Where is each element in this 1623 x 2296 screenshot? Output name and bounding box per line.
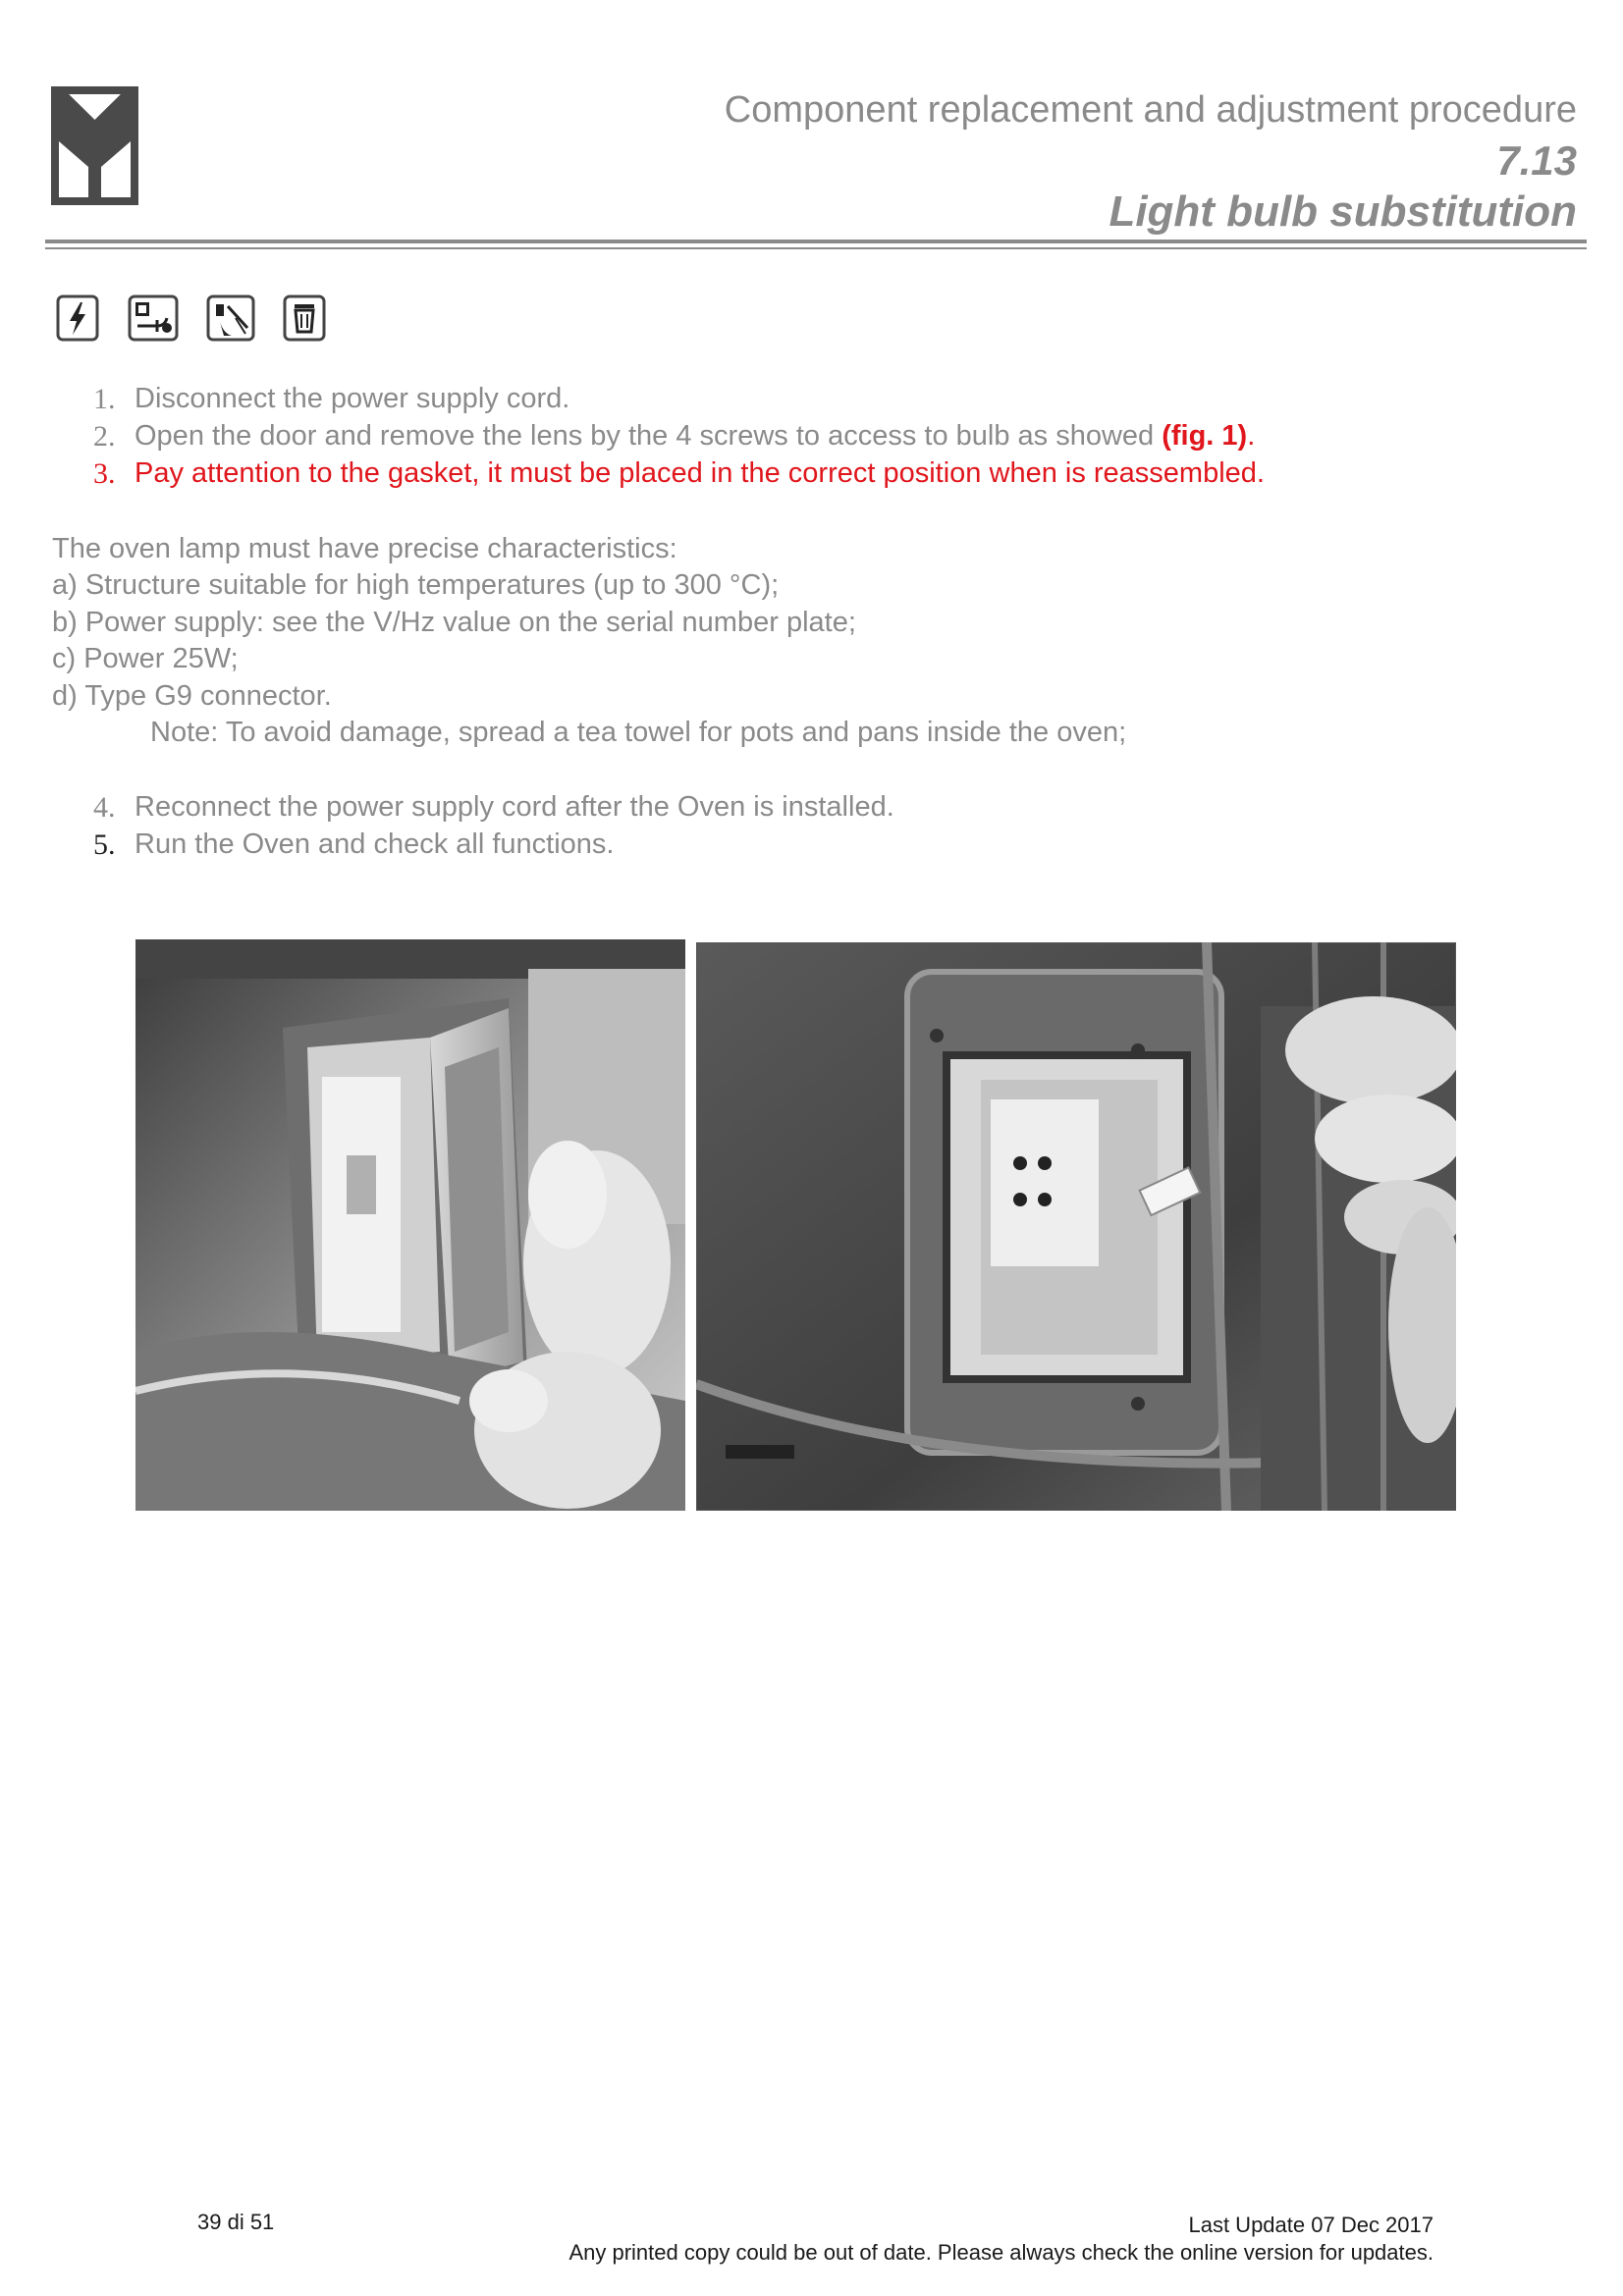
photo-lens-removal [135, 939, 685, 1511]
unplug-power-icon [128, 294, 179, 342]
step-text: Pay attention to the gasket, it must be placed in the correct position when is reassembled. [135, 457, 1265, 489]
step-text: Open the door and remove the lens by the 4 screws to access to bulb as showed [135, 420, 1163, 452]
gloves-tools-icon [206, 294, 255, 342]
section-number: 7.13 [1496, 137, 1577, 184]
electric-hazard-icon [56, 294, 99, 342]
photo-bulb-removal [696, 942, 1456, 1511]
page-number: 39 di 51 [197, 2210, 275, 2234]
step-text: Disconnect the power supply cord. [135, 383, 570, 414]
characteristic-d: d) Type G9 connector. [52, 680, 332, 712]
step-number: 1. [93, 383, 116, 415]
page-header [725, 84, 1577, 238]
header-subtitle: Component replacement and adjustment procedure [724, 89, 1577, 131]
step-text: Run the Oven and check all functions. [135, 828, 615, 860]
step-number: 3. [93, 457, 116, 490]
characteristic-b: b) Power supply: see the V/Hz value on the serial number plate; [52, 607, 856, 638]
step-number: 5. [93, 828, 116, 861]
step-tail: . [1247, 420, 1256, 452]
characteristic-c: c) Power 25W; [52, 643, 239, 674]
step-number: 4. [93, 791, 116, 824]
step-text: Reconnect the power supply cord after the Oven is installed. [135, 791, 894, 823]
company-logo [51, 86, 138, 205]
disclaimer: Any printed copy could be out of date. Please always check the online version for updates. [568, 2240, 1434, 2265]
header-rule-thin [45, 247, 1587, 249]
bin-icon [283, 294, 326, 342]
characteristics-intro: The oven lamp must have precise characteristics: [52, 533, 677, 564]
characteristic-a: a) Structure suitable for high temperatures (up to 300 °C); [52, 569, 780, 601]
section-title: Light bulb substitution [1109, 187, 1577, 236]
last-update: Last Update 07 Dec 2017 [1188, 2213, 1434, 2237]
header-rule [45, 240, 1587, 243]
step-number: 2. [93, 420, 116, 453]
note: Note: To avoid damage, spread a tea towel for pots and pans inside the oven; [150, 717, 1127, 748]
figure-reference: (fig. 1) [1162, 420, 1248, 452]
